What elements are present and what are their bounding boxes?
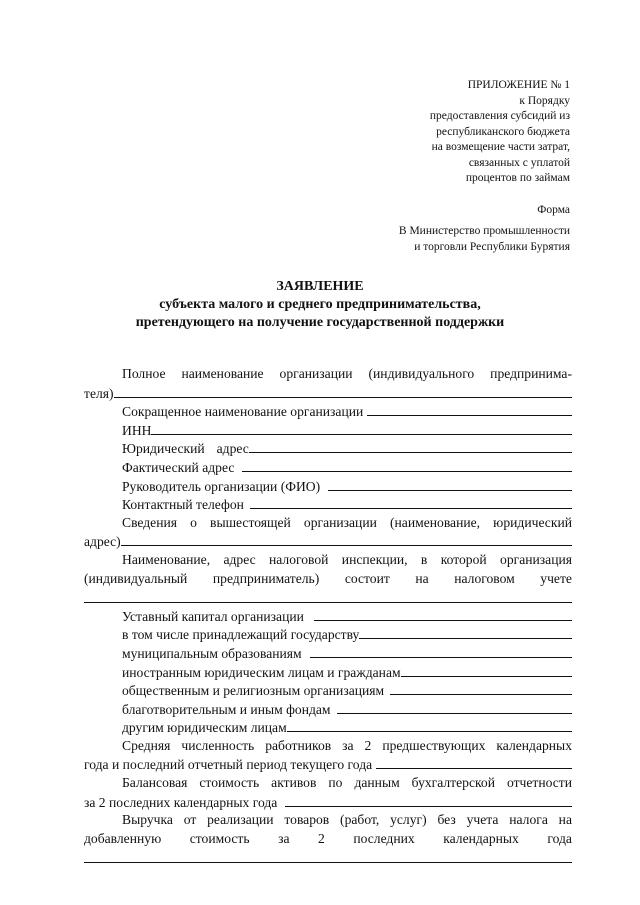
other-legal-field[interactable] [287, 718, 572, 732]
inn-label: ИНН [122, 422, 152, 438]
municipal-row [84, 644, 572, 663]
capital-label: Уставный капитал организации [122, 608, 304, 624]
short-name-row [84, 402, 572, 421]
appendix-block [350, 78, 570, 218]
inn-field[interactable] [151, 421, 572, 435]
assets-label-end: за 2 последних календарных года [84, 794, 278, 810]
short-name-field[interactable] [367, 402, 572, 416]
revenue-label-2 [84, 830, 572, 849]
headcount-label: Средняя численность работников за 2 предшествующих календарных [122, 737, 572, 753]
application-fields [84, 365, 572, 867]
actual-address-label: Фактический адрес [122, 459, 235, 475]
short-name-label: Сокращенное наименование организации [122, 404, 364, 420]
revenue-word: 2 [318, 830, 325, 846]
revenue-label: Выручка от реализации товаров (работ, услуг) без учета налога на [122, 812, 572, 828]
appendix-line: предоставления субсидий из [429, 110, 570, 122]
charity-label: благотворительным и иным фондам [122, 701, 331, 717]
tax-office-label: Наименование, адрес налоговой инспекции, в которой организация [122, 551, 572, 567]
legal-address-row [84, 439, 572, 458]
revenue-word: добавленную [84, 830, 162, 846]
appendix-line: связанных с уплатой [468, 156, 570, 169]
headcount-label-end: года и последний отчетный период текущего года [84, 757, 373, 773]
tax-office-row [84, 588, 572, 607]
form-label: Форма [537, 203, 570, 216]
full-name-field[interactable] [114, 384, 572, 398]
document-subtitle: претендующего на получение государственной поддержки [135, 315, 505, 330]
addressee-line: В Министерство промышленности [398, 225, 570, 237]
assets-row [84, 793, 572, 812]
head-label: Руководитель организации (ФИО) [122, 478, 321, 494]
document-subtitle: субъекта малого и среднего предпринимательства, [159, 297, 481, 312]
revenue-row [84, 848, 572, 867]
tax-word: учете [540, 570, 572, 586]
parent-org-field[interactable] [121, 532, 572, 546]
revenue-word: за [278, 830, 290, 846]
headcount-row [84, 755, 572, 774]
full-name-row [84, 384, 572, 403]
tax-office-label-2 [84, 570, 572, 589]
document-heading [70, 278, 570, 332]
foreign-row [84, 663, 572, 682]
charity-row [84, 700, 572, 719]
other-legal-label: другим юридическим лицам [122, 720, 287, 736]
headcount-field[interactable] [376, 755, 572, 769]
public-religious-row [84, 681, 572, 700]
appendix-title: ПРИЛОЖЕНИЕ № 1 [467, 79, 570, 91]
tax-word: предприниматель) [212, 570, 320, 586]
revenue-field[interactable] [84, 862, 572, 863]
phone-row [84, 495, 572, 514]
revenue-word: последних [353, 830, 415, 846]
revenue-word: года [547, 830, 572, 846]
appendix-line: процентов по займам [465, 172, 570, 184]
tax-word: состоит [344, 570, 390, 586]
actual-address-row [84, 458, 572, 477]
assets-field[interactable] [285, 793, 572, 807]
legal-address-label: Юридический [122, 441, 205, 457]
document-title: ЗАЯВЛЕНИЕ [276, 279, 364, 294]
revenue-word: стоимость [189, 830, 250, 846]
appendix-line: республиканского бюджета [436, 125, 570, 138]
foreign-label: иностранным юридическим лицам и гражданам [122, 664, 401, 680]
legal-address-field[interactable] [249, 439, 572, 453]
legal-address-label-2: адрес [216, 441, 249, 457]
tax-word: налоговом [454, 570, 515, 586]
tax-office-field[interactable] [84, 602, 572, 603]
full-name-label: Полное наименование организации (индивидуального предпринима- [122, 366, 572, 381]
tax-word: на [415, 570, 429, 586]
head-row [84, 477, 572, 496]
parent-org-label: Сведения о вышестоящей организации (наименование, юридический [122, 514, 572, 530]
municipal-label: муниципальным образованиям [122, 645, 302, 661]
head-field[interactable] [328, 477, 572, 491]
inn-row [84, 421, 572, 440]
tax-word: (индивидуальный [84, 570, 188, 586]
foreign-field[interactable] [401, 663, 572, 677]
actual-address-field[interactable] [242, 458, 572, 472]
phone-field[interactable] [250, 495, 572, 509]
capital-field[interactable] [314, 607, 572, 621]
parent-org-row [84, 532, 572, 551]
appendix-line: на возмещение части затрат, [431, 141, 570, 153]
state-share-label: в том числе принадлежащий государству [122, 627, 360, 643]
full-name-label-end: теля) [84, 385, 114, 401]
parent-org-label-end: адрес) [84, 534, 121, 550]
state-share-field[interactable] [359, 625, 572, 639]
public-religious-field[interactable] [390, 681, 572, 695]
appendix-line: к Порядку [519, 94, 570, 107]
addressee-block [330, 224, 570, 255]
municipal-field[interactable] [310, 644, 572, 658]
public-religious-label: общественным и религиозным организациям [122, 683, 385, 699]
revenue-word: календарных [443, 830, 519, 846]
phone-label: Контактный телефон [122, 497, 244, 513]
state-share-row [84, 625, 572, 644]
capital-row [84, 607, 572, 626]
other-legal-row [84, 718, 572, 737]
charity-field[interactable] [337, 700, 572, 714]
assets-label: Балансовая стоимость активов по данным бухгалтерской отчетности [122, 775, 572, 791]
addressee-line: и торговли Республики Бурятия [414, 240, 570, 253]
